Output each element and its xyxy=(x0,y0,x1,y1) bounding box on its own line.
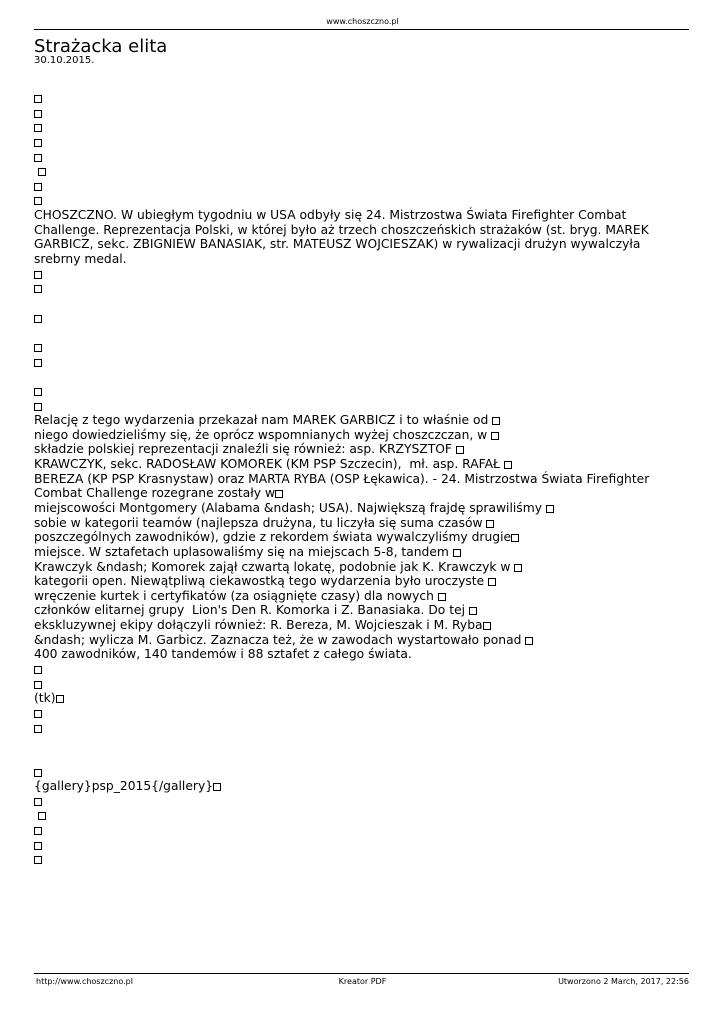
body-line: Krawczyk &ndash; Komorek zajął czwartą lokatę, podobnie jak K. Krawczyk w xyxy=(34,560,664,575)
body-line: poszczególnych zawodników), gdzie z rekordem świata wywalczyliśmy drugie xyxy=(34,530,664,545)
missing-glyph-icon xyxy=(488,578,496,586)
missing-glyph-icon xyxy=(34,666,42,674)
body-line: Relację z tego wydarzenia przekazał nam MAREK GARBICZ i to właśnie od xyxy=(34,413,664,428)
body-line: Combat Challenge rozegrane zostały w xyxy=(34,486,664,501)
missing-glyph-icon xyxy=(34,725,42,733)
footer-created: Utworzono 2 March, 2017, 22:56 xyxy=(558,977,689,986)
missing-glyph-icon xyxy=(34,154,42,162)
missing-glyph-icon xyxy=(275,490,283,498)
missing-glyph-icon xyxy=(34,769,42,777)
body-line: miejsce. W sztafetach uplasowaliśmy się na miejscach 5-8, tandem xyxy=(34,545,664,560)
missing-glyph-icon xyxy=(491,432,499,440)
missing-glyph-icon xyxy=(34,344,42,352)
body-line: niego dowiedzieliśmy się, że oprócz wspomnianych wyżej choszczczan, w xyxy=(34,428,664,443)
missing-glyph-icon xyxy=(469,607,477,615)
body-line: ekskluzywnej ekipy dołączyli również: R. Bereza, M. Wojcieszak i M. Ryba xyxy=(34,618,664,633)
body-line: kategorii open. Niewątpliwą ciekawostką tego wydarzenia było uroczyste xyxy=(34,574,664,589)
gallery-tag: {gallery}psp_2015{/gallery} xyxy=(34,779,664,794)
missing-glyph-icon xyxy=(34,842,42,850)
missing-glyph-icon xyxy=(34,710,42,718)
body-line: wręczenie kurtek i certyfikatów (za osiągnięte czasy) dla nowych xyxy=(34,589,664,604)
missing-glyph-icon xyxy=(34,124,42,132)
missing-glyph-icon xyxy=(38,812,46,820)
missing-glyph-icon xyxy=(438,593,446,601)
body-line: KRAWCZYK, sekc. RADOSŁAW KOMOREK (KM PSP Szczecin), mł. asp. RAFAŁ xyxy=(34,457,664,472)
missing-glyph-icon xyxy=(34,139,42,147)
missing-glyph-icon xyxy=(34,798,42,806)
header-rule xyxy=(34,29,689,30)
missing-glyph-icon xyxy=(38,168,46,176)
body-line: członków elitarnej grupy Lion's Den R. Komorka i Z. Banasiaka. Do tej xyxy=(34,603,664,618)
body-line: &ndash; wylicza M. Garbicz. Zaznacza też, że w zawodach wystartowało ponad xyxy=(34,633,664,648)
footer-generator: Kreator PDF xyxy=(338,977,387,986)
missing-glyph-icon xyxy=(34,359,42,367)
body-line: BEREZA (KP PSP Krasnystaw) oraz MARTA RYBA (OSP Łękawica). - 24. Mistrzostwa Świata Firefighter xyxy=(34,471,650,486)
body-line: 400 zawodników, 140 tandemów i 88 sztafet z całego świata. xyxy=(34,647,412,662)
missing-glyph-icon xyxy=(34,388,42,396)
missing-glyph-icon xyxy=(34,681,42,689)
missing-glyph-icon xyxy=(514,564,522,572)
missing-glyph-icon xyxy=(525,637,533,645)
missing-glyph-icon xyxy=(34,197,42,205)
missing-glyph-icon xyxy=(34,95,42,103)
missing-glyph-icon xyxy=(486,520,494,528)
missing-glyph-icon xyxy=(34,856,42,864)
footer-rule xyxy=(34,973,689,974)
article-content xyxy=(34,91,664,867)
missing-glyph-icon xyxy=(56,695,64,703)
missing-glyph-icon xyxy=(213,783,221,791)
missing-glyph-icon xyxy=(34,110,42,118)
missing-glyph-icon xyxy=(456,446,464,454)
missing-glyph-icon xyxy=(546,505,554,513)
missing-glyph-icon xyxy=(34,183,42,191)
footer-url: http://www.choszczno.pl xyxy=(36,977,133,986)
missing-glyph-icon xyxy=(34,403,42,411)
body-line: składzie polskiej reprezentacji znaleźli się również: asp. KRZYSZTOF xyxy=(34,442,664,457)
article-lead: CHOSZCZNO. W ubiegłym tygodniu w USA odbyły się 24. Mistrzostwa Świata Firefighter Combat Challenge. Reprezentacja Polski, w której było aż trzech choszczeńskich strażaków (st. bryg. MAREK GARBICZ, sekc. ZBIGNIEW BANASIAK, str. MATEUSZ WOJCIESZAK) w rywalizacji drużyn wywalczyła srebrny medal. xyxy=(34,208,649,267)
missing-glyph-icon xyxy=(453,549,461,557)
missing-glyph-icon xyxy=(34,315,42,323)
article-title: Strażacka elita xyxy=(34,36,168,57)
header-site-url: www.choszczno.pl xyxy=(326,17,399,26)
missing-glyph-icon xyxy=(34,285,42,293)
body-line: sobie w kategorii teamów (najlepsza drużyna, tu liczyła się suma czasów xyxy=(34,516,664,531)
missing-glyph-icon xyxy=(34,271,42,279)
article-date: 30.10.2015. xyxy=(34,55,95,66)
body-line: miejscowości Montgomery (Alabama &ndash; USA). Największą frajdę sprawiliśmy xyxy=(34,501,664,516)
missing-glyph-icon xyxy=(511,534,519,542)
missing-glyph-icon xyxy=(483,622,491,630)
signature: (tk) xyxy=(34,691,664,706)
missing-glyph-icon xyxy=(504,461,512,469)
missing-glyph-icon xyxy=(34,827,42,835)
missing-glyph-icon xyxy=(492,417,500,425)
